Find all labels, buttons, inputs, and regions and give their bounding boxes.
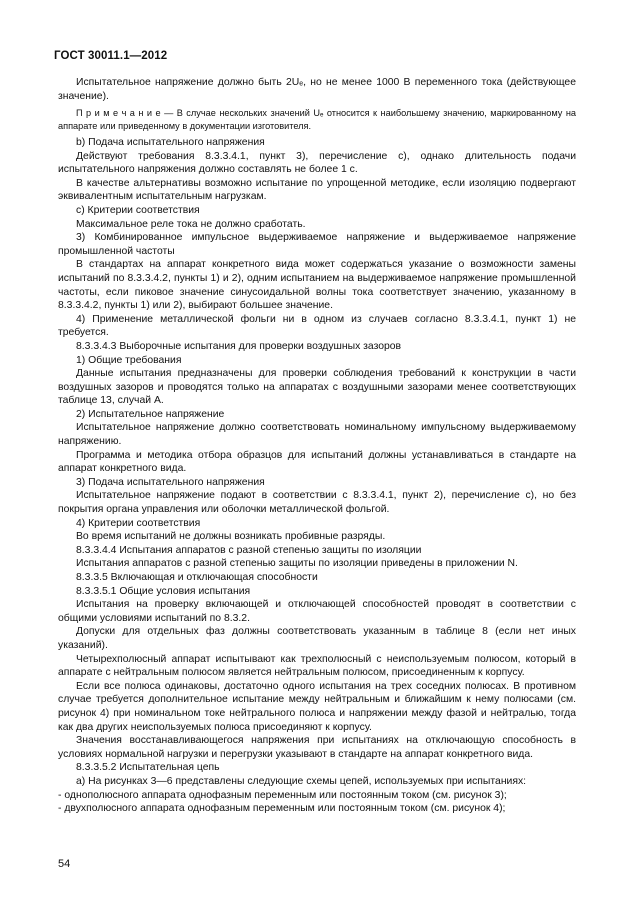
paragraph: Испытания на проверку включающей и отключающей способностей проводят в соответствии с общими условиями испытаний по 8.3.2. (58, 599, 576, 624)
paragraph: Действуют требования 8.3.3.4.1, пункт 3), перечисление с), однако длительность подачи испытательного напряжения должно составлять не более 1 с. (58, 150, 576, 176)
document-body (58, 76, 576, 816)
paragraph: В качестве альтернативы возможно испытание по упрощенной методике, если изоляцию подвергают эквивалентным испытательным нагрузкам. (58, 177, 576, 203)
paragraph: Данные испытания предназначены для проверки соблюдения требований к конструкции в части воздушных зазоров и проводятся только на аппаратах с воздушными зазорами менее соответствующих таблице 13, случай А. (58, 368, 576, 407)
list-item: - однополюсного аппарата однофазным переменным или постоянным током (см. рисунок 3); (58, 789, 507, 801)
paragraph: Программа и методика отбора образцов для испытаний должны устанавливаться в стандарте на аппарат конкретного вида. (58, 449, 576, 475)
paragraph: 1) Общие требования (76, 354, 182, 366)
section-heading: 8.3.3.5 Включающая и отключающая способности (76, 572, 318, 583)
section-heading: 8.3.3.5.2 Испытательная цепь (76, 762, 220, 774)
paragraph: 3) Комбинированное импульсное выдерживаемое напряжение и выдерживаемое напряжение промышленной частоты (58, 232, 576, 257)
section-heading: 8.3.3.4.4 Испытания аппаратов с разной степенью защиты по изоляции (76, 544, 422, 556)
paragraph: Допуски для отдельных фаз должны соответствовать указанным в таблице 8 (если нет иных указаний). (58, 626, 576, 651)
list-item: - двухполюсного аппарата однофазным переменным или постоянным током (см. рисунок 4); (58, 803, 506, 815)
paragraph: Во время испытаний не должны возникать пробивные разряды. (76, 531, 386, 543)
paragraph: с) Критерии соответствия (76, 204, 200, 216)
paragraph: Испытательное напряжение должно быть 2Uₑ, но не менее 1000 В переменного тока (действующее значение). (58, 77, 576, 102)
paragraph: b) Подача испытательного напряжения (76, 137, 265, 148)
paragraph: Значения восстанавливающегося напряжения при испытаниях на отключающую способность в условиях нормальной нагрузки и перегрузки указывают в стандарте на аппарат конкретного вида. (58, 735, 576, 760)
paragraph: 4) Применение металлической фольги ни в одном из случаев согласно 8.3.3.4.1, пункт 1) не требуется. (58, 313, 576, 339)
paragraph: Испытания аппаратов с разной степенью защиты по изоляции приведены в приложении N. (76, 558, 518, 570)
note-paragraph: П р и м е ч а н и е — В случае нескольких значений Uₑ относится к наибольшему значению, маркированному на аппарате или приведенному в документации изготовителя. (58, 108, 576, 131)
section-heading: 8.3.3.5.1 Общие условия испытания (76, 585, 251, 597)
circuit-list (58, 789, 576, 816)
paragraph: Если все полюса одинаковы, достаточно одного испытания на трех соседних полюсах. В противном случае требуется дополнительное испытание между нейтральным и ближайшим к нему полюсами (см. рисунок 4) при номинальном токе нейтрального полюса и напряжении между фазой и нейтралью, тогда как два других неиспользуемых полюса присоединяют к корпусу. (58, 680, 576, 733)
paragraph: 3) Подача испытательного напряжения (76, 476, 265, 488)
paragraph: В стандартах на аппарат конкретного вида может содержаться указание о возможности замены испытаний по 8.3.3.4.2, пункты 1) и 2), одним испытанием на выдерживаемое напряжение промышленной частоты, если пиковое значение синусоидальной волны тока соответствует значению, указанному в 8.3.3.4.2, пункты 1) или 2), выбирают большее значение. (58, 259, 576, 312)
paragraph: Испытательное напряжение подают в соответствии с 8.3.3.4.1, пункт 2), перечисление с), но без покрытия органа управления или оболочки металлической фольгой. (58, 490, 576, 516)
paragraph: Четырехполюсный аппарат испытывают как трехполюсный с неиспользуемым полюсом, который в аппарате с нейтральным полюсом является нейтральным полюсом, присоединенным к корпусу. (58, 653, 576, 679)
paragraph: Испытательное напряжение должно соответствовать номинальному импульсному выдерживаемому напряжению. (58, 422, 576, 448)
section-heading: 8.3.3.4.3 Выборочные испытания для проверки воздушных зазоров (76, 340, 402, 352)
paragraph: Максимальное реле тока не должно сработать. (76, 218, 306, 230)
document-header: ГОСТ 30011.1—2012 (54, 50, 168, 62)
paragraph: 4) Критерии соответствия (76, 517, 201, 529)
paragraph: а) На рисунках 3—6 представлены следующие схемы цепей, используемых при испытаниях: (76, 775, 527, 787)
page-number: 54 (58, 858, 71, 870)
paragraph: 2) Испытательное напряжение (76, 408, 225, 420)
